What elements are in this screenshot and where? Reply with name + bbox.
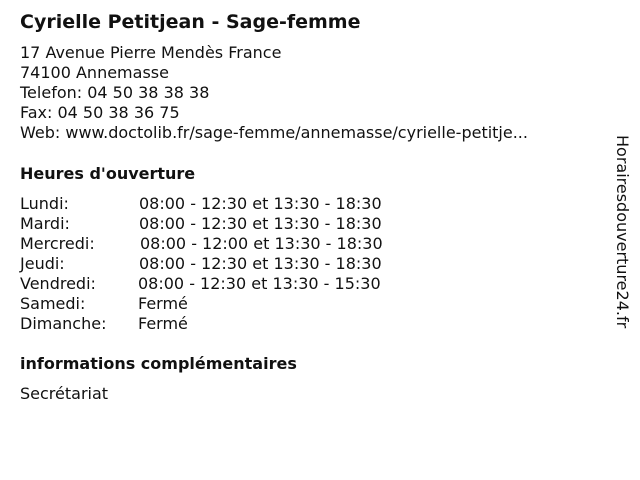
day-label: Mercredi: [20, 234, 95, 253]
hours-row-friday [20, 274, 440, 294]
additional-info-heading: informations complémentaires [20, 354, 297, 373]
day-label: Samedi: [20, 294, 86, 313]
address-city: 74100 Annemasse [20, 63, 169, 82]
day-label: Jeudi: [20, 254, 65, 273]
page-title: Cyrielle Petitjean - Sage-femme [20, 11, 361, 33]
opening-hours-table [20, 194, 440, 334]
website-link[interactable]: Web: www.doctolib.fr/sage-femme/annemasse/cyrielle-petitje... [20, 123, 528, 142]
day-label: Mardi: [20, 214, 70, 233]
hours-row-thursday [20, 254, 440, 274]
opening-hours-heading: Heures d'ouverture [20, 164, 196, 183]
hours-row-sunday [20, 314, 440, 334]
fax-number: Fax: 04 50 38 36 75 [20, 103, 180, 122]
time-value: 08:00 - 12:30 et 13:30 - 15:30 [138, 274, 381, 293]
site-watermark: Horairesdouverture24.fr [613, 135, 632, 329]
time-value: Fermé [138, 314, 188, 333]
time-value: 08:00 - 12:30 et 13:30 - 18:30 [139, 214, 382, 233]
day-label: Vendredi: [20, 274, 96, 293]
time-value: 08:00 - 12:00 et 13:30 - 18:30 [140, 234, 383, 253]
day-label: Lundi: [20, 194, 69, 213]
hours-row-saturday [20, 294, 440, 314]
hours-row-monday [20, 194, 440, 214]
phone-number: Telefon: 04 50 38 38 38 [20, 83, 210, 102]
hours-row-wednesday [20, 234, 440, 254]
day-label: Dimanche: [20, 314, 107, 333]
time-value: 08:00 - 12:30 et 13:30 - 18:30 [139, 254, 382, 273]
additional-info-text: Secrétariat [20, 384, 109, 403]
contact-block [20, 43, 528, 143]
time-value: Fermé [138, 294, 188, 313]
time-value: 08:00 - 12:30 et 13:30 - 18:30 [139, 194, 382, 213]
address-street: 17 Avenue Pierre Mendès France [20, 43, 282, 62]
hours-row-tuesday [20, 214, 440, 234]
